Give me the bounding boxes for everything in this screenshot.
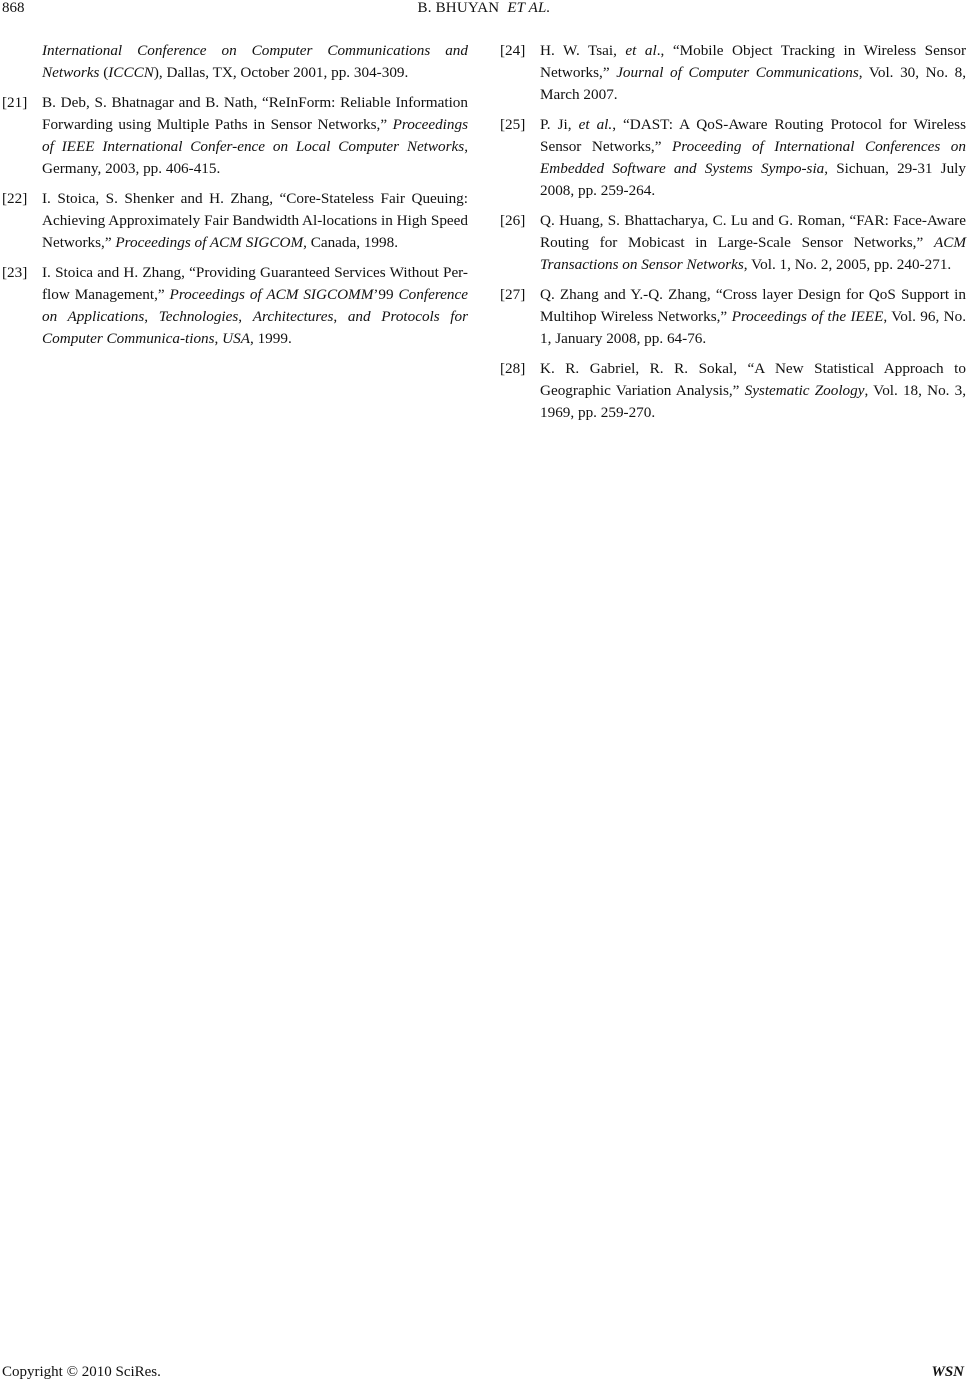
reference-number: [28] [500,360,526,377]
reference-continuation [2,40,468,84]
italic-segment: Proceedings of ACM SIGCOMM [169,286,374,303]
text-segment: , Sichuan, 29-31 July 2008, pp. 259-264. [540,160,966,199]
reference-24 [500,40,966,106]
text-segment: I. Stoica, S. Shenker and H. Zhang, “Core-Stateless Fair Queuing: Achieving Approximately Fair Bandwidth Al-locations in High Speed Networks,” [42,190,468,251]
italic-segment: Proceedings of IEEE International Confer-ence on Local Computer Networks [42,116,468,155]
text-segment: ., “Mobile Object Tracking in Wireless Sensor Networks,” [540,42,966,81]
text-segment: B. Deb, S. Bhatnagar and B. Nath, “ReInForm: Reliable Information Forwarding using Multiple Paths in Sensor Networks,” [42,94,468,133]
reference-28 [500,358,966,424]
text-segment: K. R. Gabriel, R. R. Sokal, “A New Statistical Approach to Geographic Variation Analysis,” [540,360,966,399]
italic-segment: Proceeding of International Conferences on Embedded Software and Systems Sympo-sia [540,138,966,177]
italic-segment: Journal of Computer Communications [616,64,859,81]
italic-segment: Proceedings of ACM SIGCOM [115,234,304,251]
text-segment: , Vol. 30, No. 8, March 2007. [540,64,966,103]
text-segment: ’99 [373,286,399,303]
text-segment: P. Ji, [540,116,579,133]
text-segment: , [144,308,159,325]
reference-text [540,114,966,202]
text-segment: Q. Zhang and Y.-Q. Zhang, “Cross layer Design for QoS Support in Multihop Wireless Networks,” [540,286,966,325]
reference-text [42,40,468,84]
reference-21 [2,92,468,180]
italic-segment: USA [222,330,250,347]
text-segment: , Vol. 96, No. 1, January 2008, pp. 64-76. [540,308,966,347]
footer-copyright: Copyright © 2010 SciRes. [2,1364,161,1380]
footer-journal: WSN [931,1364,964,1380]
italic-segment: Systematic Zoology [744,382,865,399]
reference-number: [27] [500,286,526,303]
text-segment: , Germany, 2003, pp. 406-415. [42,138,468,177]
reference-text [540,40,966,106]
reference-text [42,92,468,180]
text-segment: , [333,308,348,325]
running-head-author: B. BHUYAN [417,0,500,16]
reference-text [540,210,966,276]
reference-text [540,284,966,350]
reference-number: [26] [500,212,526,229]
italic-segment: Architectures [252,308,334,325]
running-head-etal: ET AL. [507,0,551,16]
reference-number: [25] [500,116,526,133]
reference-25 [500,114,966,202]
reference-27 [500,284,966,350]
italic-segment: et al [625,42,657,59]
text-segment: , [238,308,253,325]
reference-text [42,262,468,350]
text-segment: ), Dallas, TX, October 2001, pp. 304-309. [153,64,409,81]
text-segment: , Canada, 1998. [303,234,399,251]
text-segment: , Vol. 1, No. 2, 2005, pp. 240-271. [743,256,952,273]
italic-segment: Proceedings of the IEEE [731,308,884,325]
reference-text [42,188,468,254]
italic-segment: ICCCN [108,64,154,81]
page-number: 868 [2,0,25,16]
reference-number: [21] [2,94,28,111]
reference-26 [500,210,966,276]
reference-23 [2,262,468,350]
text-segment: I. Stoica and H. Zhang, “Providing Guaranteed Services Without Per-flow Management,” [42,264,468,303]
text-segment: , “DAST: A QoS-Aware Routing Protocol for Wireless Sensor Networks,” [540,116,966,155]
running-head [0,0,968,17]
italic-segment: Conference on Applications [42,286,468,325]
italic-segment: ACM Transactions on Sensor Networks [540,234,966,273]
text-segment: ( [99,64,109,81]
italic-segment: Technologies [158,308,239,325]
text-segment: , [214,330,223,347]
text-segment: , 1999. [249,330,292,347]
left-column [2,40,468,358]
italic-segment: and Protocols for Computer Communica-tions [42,308,469,347]
text-segment: Q. Huang, S. Bhattacharya, C. Lu and G. Roman, “FAR: Face-Aware Routing for Mobicast in Large-Scale Sensor Networks,” [540,212,966,251]
text-segment: , Vol. 18, No. 3, 1969, pp. 259-270. [540,382,967,421]
reference-22 [2,188,468,254]
right-column [500,40,966,432]
text-segment: H. W. Tsai, [540,42,626,59]
reference-number: [24] [500,42,526,59]
reference-text [540,358,966,424]
italic-segment: et al. [578,116,613,133]
reference-number: [22] [2,190,28,207]
reference-number: [23] [2,264,28,281]
italic-segment: International Conference on Computer Communications and Networks [42,42,468,81]
